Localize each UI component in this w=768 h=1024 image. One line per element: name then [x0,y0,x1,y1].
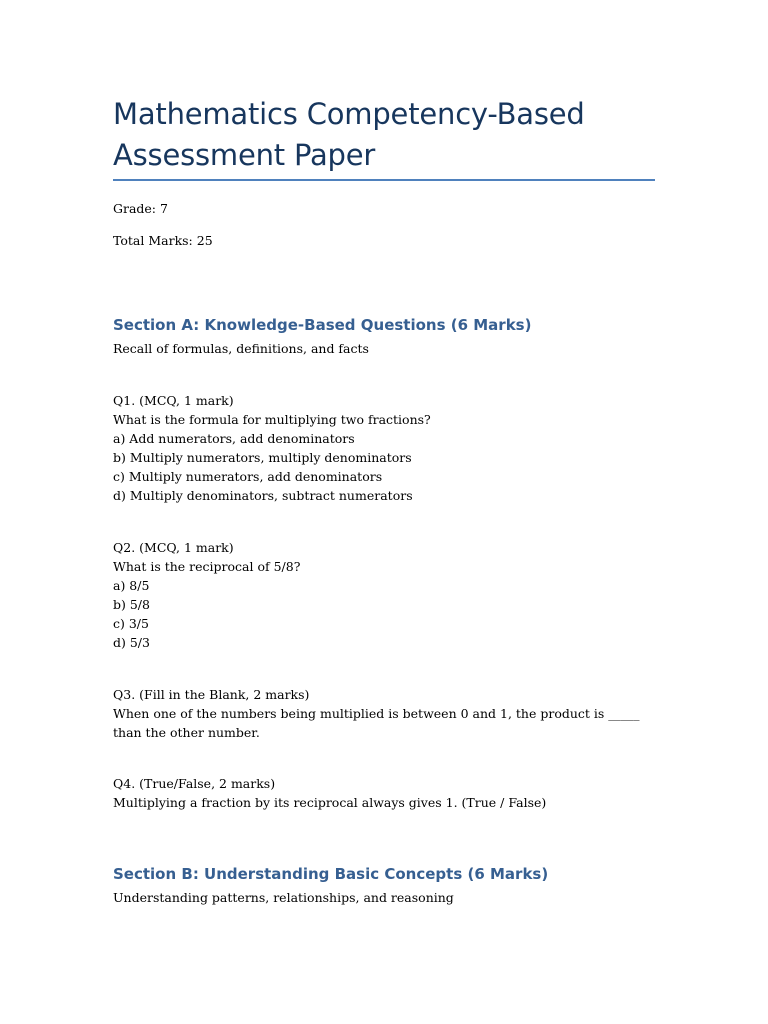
section-a-heading: Section A: Knowledge-Based Questions (6 Marks) [113,316,532,334]
section-a-description: Recall of formulas, definitions, and facts [113,341,369,356]
section-b-heading: Section B: Understanding Basic Concepts (6 Marks) [113,865,549,883]
section-b-description: Understanding patterns, relationships, and reasoning [113,890,454,905]
question-1-text: What is the formula for multiplying two fractions? [113,412,431,427]
question-1-option-c: c) Multiply numerators, add denominators [113,469,383,484]
question-3 [113,685,658,742]
total-marks-label: Total Marks: 25 [113,233,213,248]
question-4-header: Q4. (True/False, 2 marks) [113,776,276,791]
question-2-header: Q2. (MCQ, 1 mark) [113,540,234,555]
question-2 [113,538,658,652]
question-3-header: Q3. (Fill in the Blank, 2 marks) [113,687,310,702]
question-3-text: When one of the numbers being multiplied is between 0 and 1, the product is _____ than the other number. [113,706,640,740]
question-1-option-d: d) Multiply denominators, subtract numerators [113,488,413,503]
question-2-option-a: a) 8/5 [113,578,150,593]
question-1 [113,391,658,505]
question-2-option-b: b) 5/8 [113,597,150,612]
question-1-option-b: b) Multiply numerators, multiply denominators [113,450,412,465]
document-title: Mathematics Competency-Based Assessment Paper [113,97,585,172]
grade-label: Grade: 7 [113,201,168,216]
question-4 [113,774,658,812]
title-divider [113,179,655,181]
question-1-header: Q1. (MCQ, 1 mark) [113,393,234,408]
question-1-option-a: a) Add numerators, add denominators [113,431,355,446]
question-2-option-c: c) 3/5 [113,616,149,631]
question-2-text: What is the reciprocal of 5/8? [113,559,301,574]
question-4-text: Multiplying a fraction by its reciprocal always gives 1. (True / False) [113,795,547,810]
question-2-option-d: d) 5/3 [113,635,150,650]
